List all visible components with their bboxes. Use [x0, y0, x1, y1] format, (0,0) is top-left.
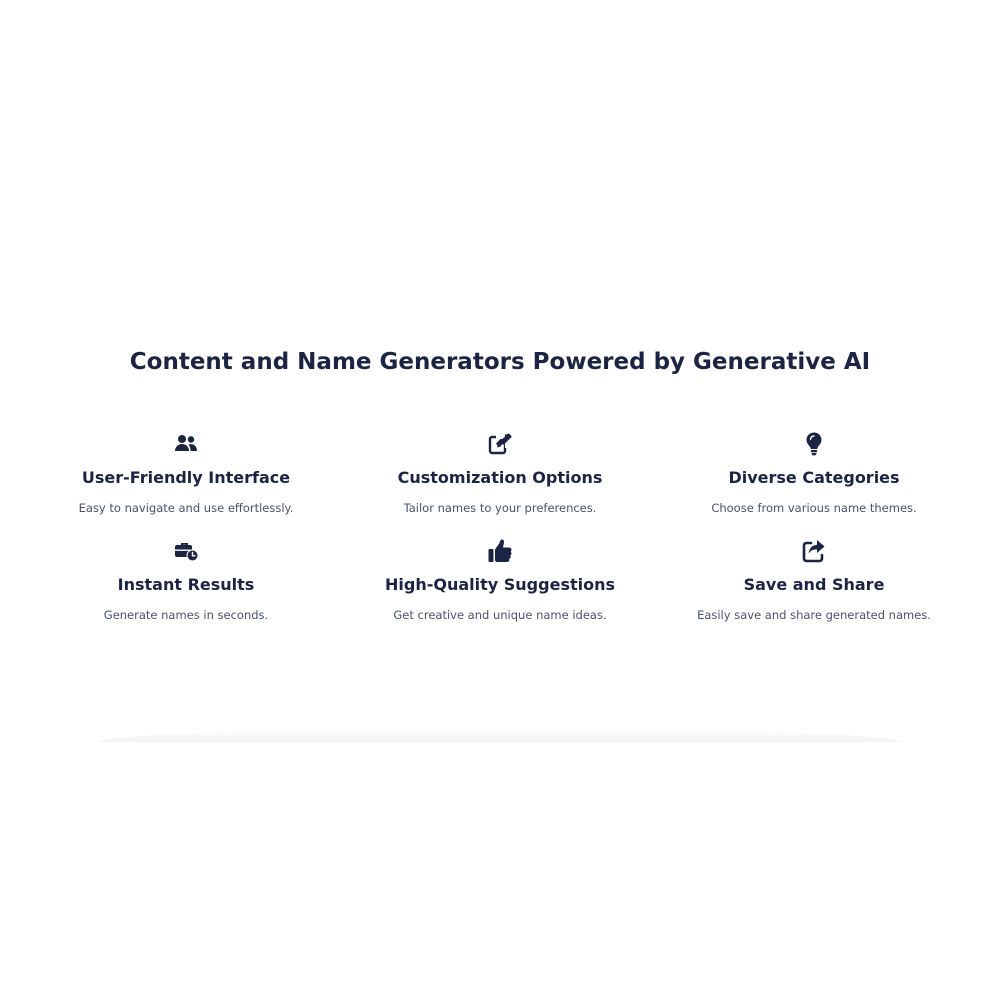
lightbulb-icon	[800, 430, 828, 458]
edit-icon	[486, 430, 514, 458]
feature-description: Generate names in seconds.	[103, 608, 269, 622]
feature-title: Customization Options	[397, 468, 603, 487]
feature-diverse-categories	[664, 430, 964, 516]
feature-title: Save and Share	[743, 575, 885, 594]
feature-title: High-Quality Suggestions	[385, 575, 615, 594]
feature-title: Instant Results	[117, 575, 255, 594]
feature-save-and-share	[664, 537, 964, 623]
feature-description: Easily save and share generated names.	[697, 608, 931, 622]
users-icon	[172, 430, 200, 458]
feature-user-friendly-interface	[36, 430, 336, 516]
share-icon	[800, 537, 828, 565]
feature-customization-options	[350, 430, 650, 516]
feature-description: Get creative and unique name ideas.	[393, 608, 607, 622]
feature-title: User-Friendly Interface	[81, 468, 291, 487]
section-divider-shadow	[100, 728, 900, 742]
feature-description: Easy to navigate and use effortlessly.	[78, 501, 294, 515]
feature-description: Tailor names to your preferences.	[403, 501, 597, 515]
briefcase-clock-icon	[172, 537, 200, 565]
feature-high-quality-suggestions	[350, 537, 650, 623]
thumbs-up-icon	[486, 537, 514, 565]
feature-description: Choose from various name themes.	[711, 501, 917, 515]
feature-title: Diverse Categories	[728, 468, 900, 487]
section-title: Content and Name Generators Powered by Generative AI	[129, 349, 871, 375]
feature-instant-results	[36, 537, 336, 623]
